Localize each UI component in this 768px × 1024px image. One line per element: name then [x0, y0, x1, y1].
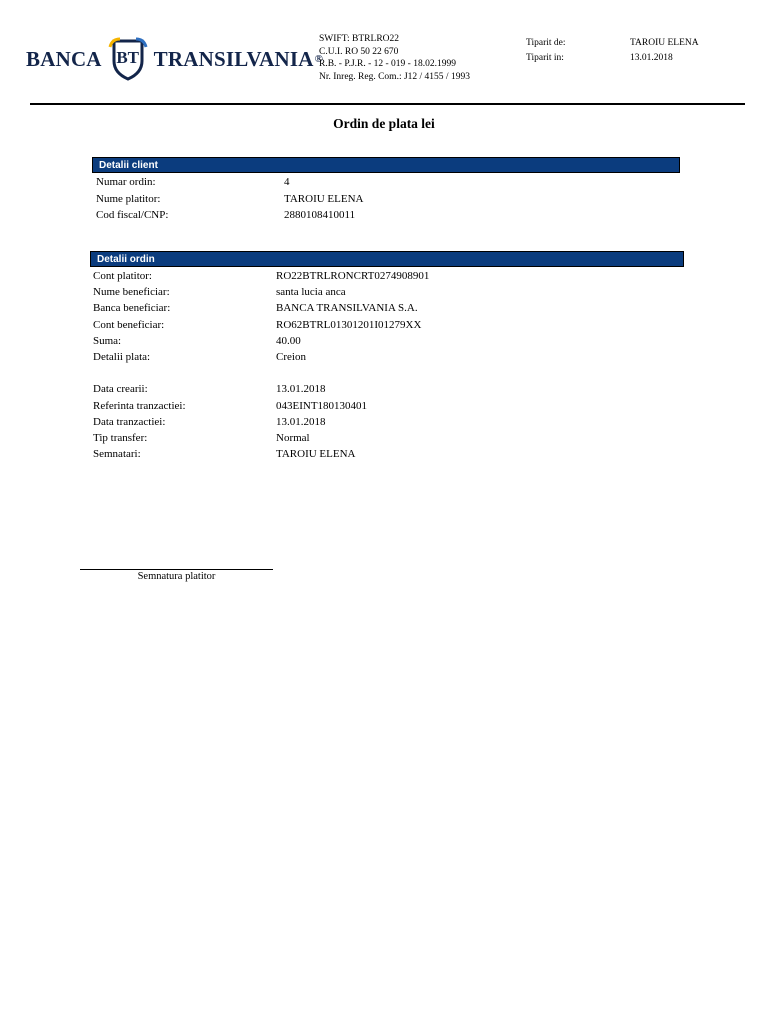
fiscal-code-value: 2880108410011 [284, 209, 356, 221]
payer-account-value: RO22BTRLRONCRT0274908901 [276, 270, 430, 282]
order-row [0, 300, 768, 316]
transaction-reference-label: Referinta tranzactiei: [93, 400, 186, 412]
signatories-label: Semnatari: [93, 448, 141, 460]
logo-text-right: TRANSILVANIA [153, 46, 314, 71]
beneficiary-account-value: RO62BTRL01301201I01279XX [276, 319, 422, 331]
bt-shield-icon [108, 37, 148, 81]
header-divider [30, 103, 745, 105]
info-line-reg-com: Nr. Inreg. Reg. Com.: J12 / 4155 / 1993 [319, 71, 470, 82]
info-line-swift: SWIFT: BTRLRO22 [319, 34, 400, 44]
info-line-rb: R.B. - P.J.R. - 12 - 019 - 18.02.1999 [319, 59, 456, 69]
amount-label: Suma: [93, 335, 122, 347]
logo-text-left: BANCA [26, 46, 102, 71]
creation-date-label: Data crearii: [93, 383, 148, 395]
signature-line [80, 569, 273, 570]
beneficiary-name-label: Nume beneficiar: [93, 286, 170, 298]
beneficiary-bank-label: Banca beneficiar: [93, 302, 171, 314]
order-row [0, 414, 768, 430]
creation-date-value: 13.01.2018 [276, 383, 326, 395]
logo-mark-text: BT [116, 48, 140, 67]
payer-name-label: Nume platitor: [96, 193, 161, 205]
print-values [630, 36, 699, 66]
order-row [0, 381, 768, 397]
beneficiary-name-value: santa lucia anca [276, 286, 346, 298]
order-row [0, 284, 768, 300]
fiscal-code-label: Cod fiscal/CNP: [96, 209, 169, 221]
transaction-date-value: 13.01.2018 [276, 416, 326, 428]
client-section-header: Detalii client [92, 157, 680, 173]
beneficiary-account-label: Cont beneficiar: [93, 319, 165, 331]
beneficiary-bank-value: BANCA TRANSILVANIA S.A. [276, 302, 418, 314]
client-row [0, 174, 768, 190]
registered-mark: ® [314, 53, 323, 65]
payment-details-label: Detalii plata: [93, 351, 151, 363]
signature-label: Semnatura platitor [137, 571, 216, 582]
amount-value: 40.00 [276, 335, 301, 347]
order-section-header: Detalii ordin [90, 251, 684, 267]
bank-info [319, 33, 470, 83]
order-row [0, 268, 768, 284]
payment-details-value: Creion [276, 351, 306, 363]
printed-in-label: Tiparit in: [526, 53, 564, 63]
printed-in-value: 13.01.2018 [630, 53, 673, 63]
info-line-cui: C.U.I. RO 50 22 670 [319, 46, 399, 57]
order-row [0, 349, 768, 365]
order-row [0, 430, 768, 446]
signatories-value: TAROIU ELENA [276, 448, 356, 460]
transaction-reference-value: 043EINT180130401 [276, 400, 368, 412]
order-row [0, 317, 768, 333]
transfer-type-value: Normal [276, 432, 310, 444]
printed-by-label: Tiparit de: [526, 38, 566, 48]
transfer-type-label: Tip transfer: [93, 432, 148, 444]
order-number-value: 4 [284, 176, 290, 188]
order-row [0, 398, 768, 414]
print-labels [526, 36, 566, 66]
payer-name-value: TAROIU ELENA [284, 193, 364, 205]
printed-by-value: TAROIU ELENA [630, 38, 699, 48]
order-number-label: Numar ordin: [96, 176, 156, 188]
payer-account-label: Cont platitor: [93, 270, 152, 282]
client-row [0, 191, 768, 207]
order-row [0, 446, 768, 462]
document-title: Ordin de plata lei [333, 116, 435, 131]
client-row [0, 207, 768, 223]
transaction-date-label: Data tranzactiei: [93, 416, 166, 428]
bank-logo [26, 38, 323, 80]
order-row [0, 333, 768, 349]
